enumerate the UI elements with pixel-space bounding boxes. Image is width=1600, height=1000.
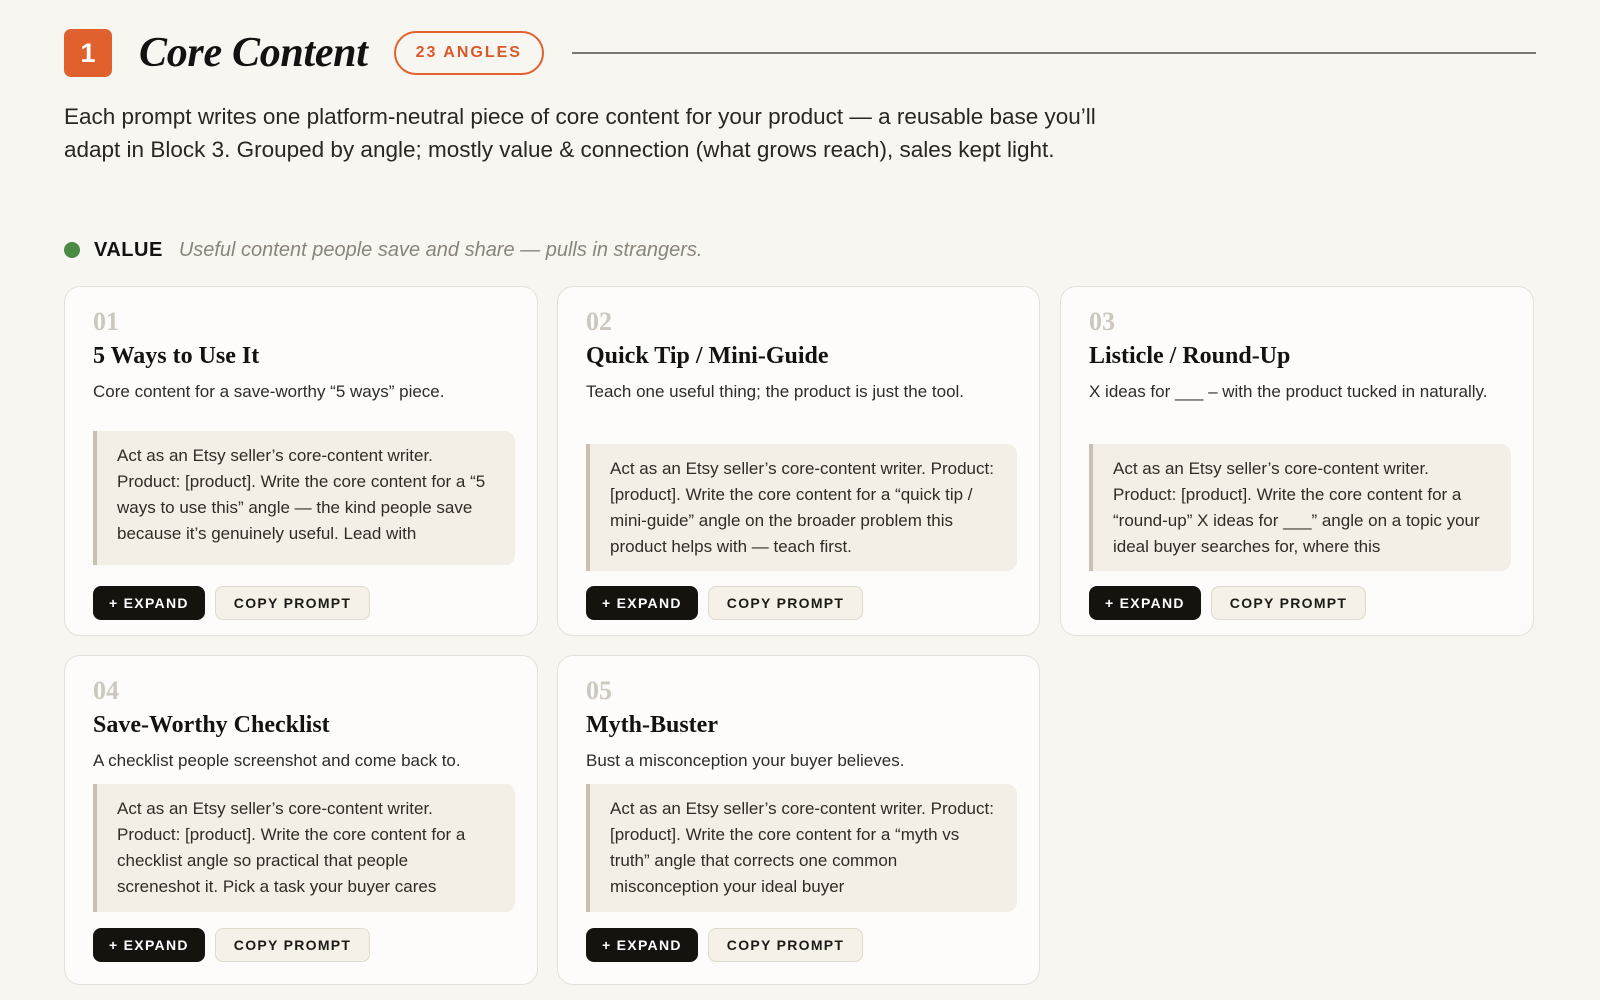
expand-button[interactable]: + EXPAND <box>586 928 698 962</box>
card-actions <box>93 928 370 962</box>
expand-button[interactable]: + EXPAND <box>586 586 698 620</box>
section-number-badge: 1 <box>64 29 112 77</box>
expand-button[interactable]: + EXPAND <box>1089 586 1201 620</box>
header-divider <box>572 52 1536 54</box>
card-subtitle: A checklist people screenshot and come back to. <box>93 751 461 770</box>
card-actions <box>1089 586 1366 620</box>
card-subtitle: Core content for a save-worthy “5 ways” piece. <box>93 382 445 401</box>
card-number: 04 <box>93 676 119 705</box>
card-title: Listicle / Round-Up <box>1089 343 1291 369</box>
card-number: 01 <box>93 307 119 336</box>
card-number: 02 <box>586 307 612 336</box>
copy-prompt-button[interactable]: COPY PROMPT <box>708 928 864 962</box>
section-header <box>64 29 1536 77</box>
card-actions <box>586 586 863 620</box>
group-description: Useful content people save and share — pulls in strangers. <box>178 238 703 261</box>
prompt-preview: Act as an Etsy seller’s core-content writer. Product: [product]. Write the core content for a “5 ways to use this” angle — the kind people save because it’s genuinely useful. Lead with <box>93 431 515 565</box>
prompt-preview: Act as an Etsy seller’s core-content writer. Product: [product]. Write the core content for a “myth vs truth” angle that corrects one common misconception your ideal buyer <box>586 784 1017 912</box>
group-heading <box>64 236 702 264</box>
card-number: 03 <box>1089 307 1115 336</box>
card-title: 5 Ways to Use It <box>93 343 260 369</box>
prompt-preview: Act as an Etsy seller’s core-content writer. Product: [product]. Write the core content for a checklist angle so practical that people screneshot it. Pick a task your buyer cares <box>93 784 515 912</box>
card-title: Quick Tip / Mini-Guide <box>586 343 829 369</box>
card-subtitle: Bust a misconception your buyer believes. <box>586 751 905 770</box>
card-subtitle: Teach one useful thing; the product is just the tool. <box>586 382 965 401</box>
angles-count-badge: 23 ANGLES <box>394 31 544 75</box>
card-actions <box>93 586 370 620</box>
prompt-card <box>64 286 538 636</box>
prompt-card <box>64 655 538 985</box>
prompt-card <box>557 286 1040 636</box>
copy-prompt-button[interactable]: COPY PROMPT <box>708 586 864 620</box>
expand-button[interactable]: + EXPAND <box>93 928 205 962</box>
section-intro: Each prompt writes one platform-neutral piece of core content for your product — a reusable base you’ll adapt in Block 3. Grouped by angle; mostly value & connection (what grows reach), sales kept light. <box>64 104 1096 162</box>
card-number: 05 <box>586 676 612 705</box>
expand-button[interactable]: + EXPAND <box>93 586 205 620</box>
copy-prompt-button[interactable]: COPY PROMPT <box>215 586 371 620</box>
copy-prompt-button[interactable]: COPY PROMPT <box>1211 586 1367 620</box>
card-actions <box>586 928 863 962</box>
prompt-card <box>557 655 1040 985</box>
prompt-card <box>1060 286 1534 636</box>
group-dot-icon <box>64 242 80 258</box>
prompt-preview: Act as an Etsy seller’s core-content writer. Product: [product]. Write the core content for a “quick tip / mini-guide” angle on the broader problem this product helps with — teach first. <box>586 444 1017 571</box>
copy-prompt-button[interactable]: COPY PROMPT <box>215 928 371 962</box>
card-title: Myth-Buster <box>586 712 718 738</box>
prompt-preview: Act as an Etsy seller’s core-content writer. Product: [product]. Write the core content for a “round-up” X ideas for ___” angle on a topic your ideal buyer searches for, where this <box>1089 444 1511 571</box>
card-subtitle: X ideas for ___ – with the product tucked in naturally. <box>1089 382 1488 401</box>
section-title: Core Content <box>139 30 368 76</box>
card-title: Save-Worthy Checklist <box>93 712 330 738</box>
group-name: VALUE <box>94 238 163 261</box>
